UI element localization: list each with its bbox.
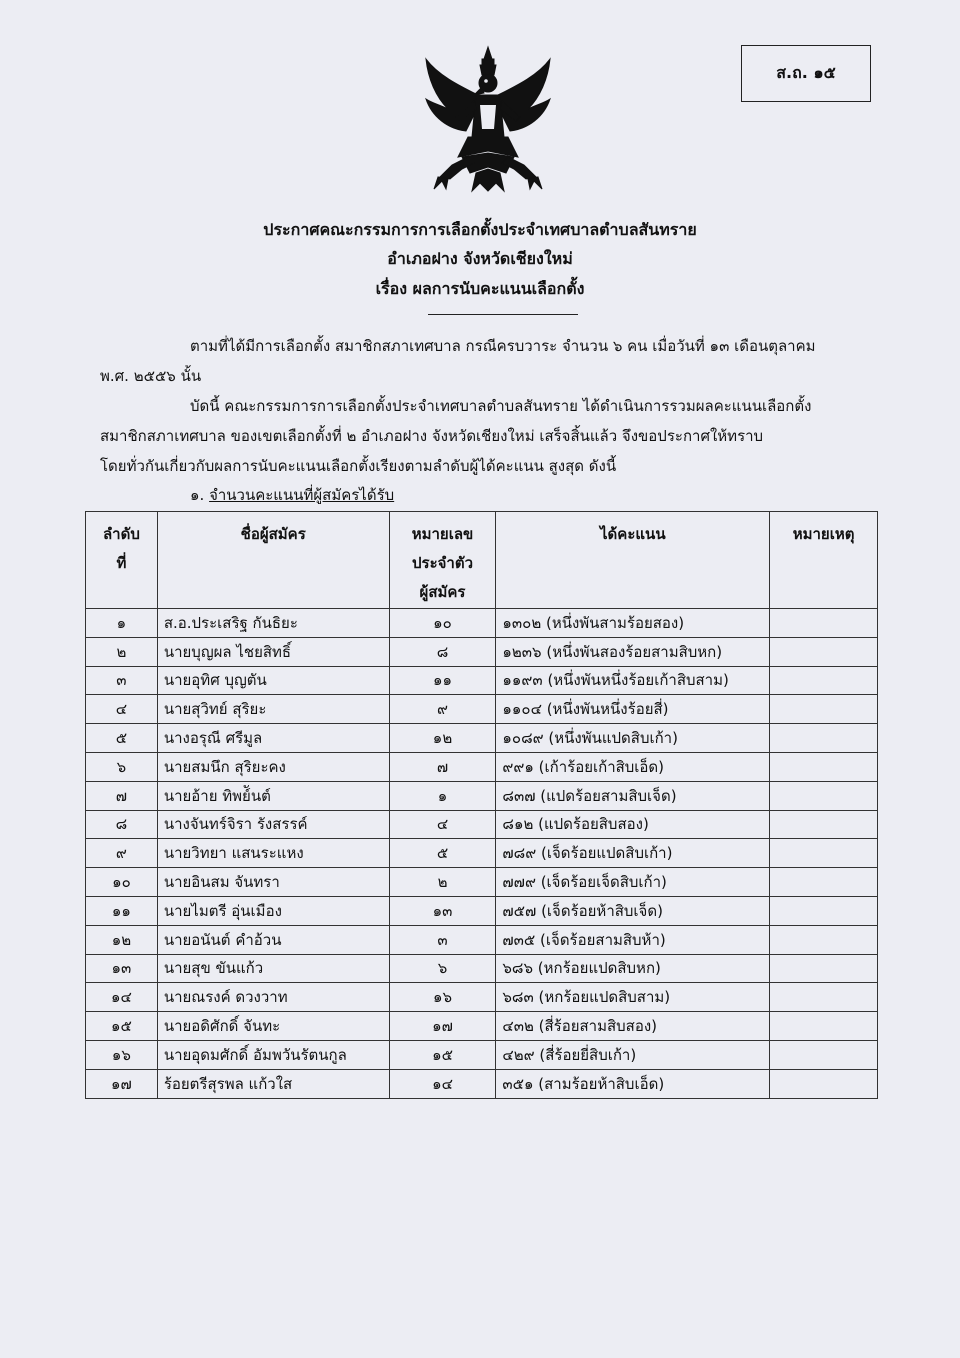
garuda-emblem-icon	[418, 45, 558, 193]
cell-order: ๑๗	[86, 1069, 158, 1098]
cell-votes: ๑๐๘๙ (หนึ่งพันแปดสิบเก้า)	[496, 724, 770, 753]
table-row	[86, 983, 878, 1012]
cell-candidate-number: ๕	[389, 839, 496, 868]
cell-candidate-number: ๑๕	[389, 1040, 496, 1069]
cell-candidate-number: ๒	[389, 868, 496, 897]
form-code-box	[741, 45, 871, 102]
cell-candidate-name: นายสุวิทย์ สุริยะ	[157, 695, 389, 724]
cell-votes: ๘๑๒ (แปดร้อยสิบสอง)	[496, 810, 770, 839]
cell-order: ๘	[86, 810, 158, 839]
announcement-title: ประกาศคณะกรรมการการเลือกตั้งประจำเทศบาลตำบลสันทราย	[263, 220, 697, 239]
cell-candidate-name: นายไมตรี อุ่นเมือง	[157, 896, 389, 925]
cell-votes: ๖๘๖ (หกร้อยแปดสิบหก)	[496, 954, 770, 983]
cell-order: ๑๑	[86, 896, 158, 925]
header-votes: ได้คะแนน	[496, 512, 770, 609]
table-row	[86, 1069, 878, 1098]
table-row	[86, 781, 878, 810]
cell-votes: ๑๑๙๓ (หนึ่งพันหนึ่งร้อยเก้าสิบสาม)	[496, 666, 770, 695]
cell-candidate-name: นายอดิศักดิ์ จันทะ	[157, 1012, 389, 1041]
cell-votes: ๔๓๒ (สี่ร้อยสามสิบสอง)	[496, 1012, 770, 1041]
cell-remark	[770, 810, 878, 839]
cell-remark	[770, 925, 878, 954]
cell-candidate-name: ส.อ.ประเสริฐ กันธิยะ	[157, 609, 389, 638]
table-row	[86, 839, 878, 868]
cell-remark	[770, 839, 878, 868]
cell-remark	[770, 868, 878, 897]
table-row	[86, 954, 878, 983]
cell-candidate-number: ๑๗	[389, 1012, 496, 1041]
cell-order: ๑๕	[86, 1012, 158, 1041]
table-row	[86, 1040, 878, 1069]
header-remark: หมายเหตุ	[770, 512, 878, 609]
cell-candidate-name: นางจันทร์จิรา รังสรรค์	[157, 810, 389, 839]
cell-candidate-number: ๑๓	[389, 896, 496, 925]
cell-candidate-number: ๑๒	[389, 724, 496, 753]
table-row	[86, 609, 878, 638]
heading-divider	[428, 314, 578, 315]
table-row	[86, 868, 878, 897]
section-title: จำนวนคะแนนที่ผู้สมัครได้รับ	[209, 486, 395, 504]
cell-order: ๔	[86, 695, 158, 724]
cell-candidate-number: ๘	[389, 637, 496, 666]
cell-candidate-name: นายอ้าย ทิพย์ันต์	[157, 781, 389, 810]
cell-votes: ๗๘๙ (เจ็ดร้อยแปดสิบเก้า)	[496, 839, 770, 868]
cell-candidate-number: ๑๖	[389, 983, 496, 1012]
header-name: ชื่อผู้สมัคร	[157, 512, 389, 609]
table-row	[86, 1012, 878, 1041]
cell-candidate-name: นายบุญผล ไชยสิทธิ์	[157, 637, 389, 666]
cell-candidate-number: ๗	[389, 752, 496, 781]
cell-remark	[770, 781, 878, 810]
cell-votes: ๖๘๓ (หกร้อยแปดสิบสาม)	[496, 983, 770, 1012]
table-row	[86, 925, 878, 954]
cell-candidate-name: นางอรุณี ศรีมูล	[157, 724, 389, 753]
paragraph-1-line-2: พ.ศ. ๒๕๕๖ นั้น	[100, 367, 202, 385]
cell-candidate-number: ๑๐	[389, 609, 496, 638]
paragraph-2-line-3: โดยทั่วกันเกี่ยวกับผลการนับคะแนนเลือกตั้งเรียงตามลำดับผู้ได้คะแนน สูงสุด ดังนี้	[100, 457, 617, 475]
cell-remark	[770, 666, 878, 695]
cell-order: ๑	[86, 609, 158, 638]
cell-remark	[770, 983, 878, 1012]
cell-order: ๓	[86, 666, 158, 695]
cell-candidate-name: นายสุข ขันแก้ว	[157, 954, 389, 983]
cell-candidate-name: นายอุดมศักดิ์ อัมพวันรัตนกูล	[157, 1040, 389, 1069]
cell-votes: ๑๒๓๖ (หนึ่งพันสองร้อยสามสิบหก)	[496, 637, 770, 666]
announcement-subject: เรื่อง ผลการนับคะแนนเลือกตั้ง	[375, 279, 585, 298]
cell-votes: ๗๕๗ (เจ็ดร้อยห้าสิบเจ็ด)	[496, 896, 770, 925]
cell-candidate-number: ๑๑	[389, 666, 496, 695]
results-table	[85, 511, 878, 1099]
cell-votes: ๗๗๙ (เจ็ดร้อยเจ็ดสิบเก้า)	[496, 868, 770, 897]
paragraph-2-line-2: สมาชิกสภาเทศบาล ของเขตเลือกตั้งที่ ๒ อำเภอฝาง จังหวัดเชียงใหม่ เสร็จสิ้นแล้ว จึงขอประกาศให้ทราบ	[100, 427, 764, 445]
announcement-location: อำเภอฝาง จังหวัดเชียงใหม่	[387, 249, 573, 268]
cell-order: ๗	[86, 781, 158, 810]
cell-candidate-name: นายสมนึก สุริยะคง	[157, 752, 389, 781]
cell-candidate-name: นายอินสม จันทรา	[157, 868, 389, 897]
paragraph-1-line-1: ตามที่ได้มีการเลือกตั้ง สมาชิกสภาเทศบาล กรณีครบวาระ จำนวน ๖ คน เมื่อวันที่ ๑๓ เดือนตุลาคม	[190, 337, 816, 355]
cell-votes: ๓๕๑ (สามร้อยห้าสิบเอ็ด)	[496, 1069, 770, 1098]
paragraph-2-line-1: บัดนี้ คณะกรรมการการเลือกตั้งประจำเทศบาลตำบลสันทราย ได้ดำเนินการรวมผลคะแนนเลือกตั้ง	[190, 397, 812, 415]
cell-remark	[770, 1040, 878, 1069]
cell-remark	[770, 752, 878, 781]
cell-remark	[770, 1069, 878, 1098]
cell-remark	[770, 1012, 878, 1041]
cell-candidate-number: ๓	[389, 925, 496, 954]
cell-votes: ๙๙๑ (เก้าร้อยเก้าสิบเอ็ด)	[496, 752, 770, 781]
cell-candidate-number: ๙	[389, 695, 496, 724]
cell-order: ๑๓	[86, 954, 158, 983]
table-row	[86, 810, 878, 839]
cell-candidate-number: ๔	[389, 810, 496, 839]
table-row	[86, 695, 878, 724]
cell-remark	[770, 609, 878, 638]
cell-candidate-name: ร้อยตรีสุรพล แก้วใส	[157, 1069, 389, 1098]
cell-remark	[770, 896, 878, 925]
table-row	[86, 752, 878, 781]
cell-order: ๑๐	[86, 868, 158, 897]
cell-candidate-name: นายณรงค์ ดวงวาท	[157, 983, 389, 1012]
table-row	[86, 666, 878, 695]
section-number: ๑.	[190, 486, 205, 504]
cell-order: ๒	[86, 637, 158, 666]
cell-votes: ๑๑๐๔ (หนึ่งพันหนึ่งร้อยสี่)	[496, 695, 770, 724]
cell-order: ๑๒	[86, 925, 158, 954]
cell-candidate-name: นายวิทยา แสนระแหง	[157, 839, 389, 868]
table-row	[86, 637, 878, 666]
table-row	[86, 896, 878, 925]
section-heading	[190, 483, 394, 507]
form-code: ส.ถ. ๑๕	[776, 63, 836, 82]
cell-order: ๖	[86, 752, 158, 781]
cell-remark	[770, 637, 878, 666]
cell-remark	[770, 724, 878, 753]
table-row	[86, 724, 878, 753]
cell-candidate-number: ๖	[389, 954, 496, 983]
header-number: หมายเลข ประจำตัว ผู้สมัคร	[389, 512, 496, 609]
cell-order: ๙	[86, 839, 158, 868]
cell-remark	[770, 954, 878, 983]
table-header-row	[86, 512, 878, 609]
cell-remark	[770, 695, 878, 724]
cell-votes: ๑๓๐๒ (หนึ่งพันสามร้อยสอง)	[496, 609, 770, 638]
cell-candidate-name: นายอนันต์ คำอ้วน	[157, 925, 389, 954]
cell-order: ๑๖	[86, 1040, 158, 1069]
cell-votes: ๗๓๕ (เจ็ดร้อยสามสิบห้า)	[496, 925, 770, 954]
cell-votes: ๘๓๗ (แปดร้อยสามสิบเจ็ด)	[496, 781, 770, 810]
cell-order: ๑๔	[86, 983, 158, 1012]
cell-order: ๕	[86, 724, 158, 753]
header-order: ลำดับ ที่	[86, 512, 158, 609]
cell-votes: ๔๒๙ (สี่ร้อยยี่สิบเก้า)	[496, 1040, 770, 1069]
cell-candidate-number: ๑	[389, 781, 496, 810]
cell-candidate-name: นายอุทิศ บุญตัน	[157, 666, 389, 695]
cell-candidate-number: ๑๔	[389, 1069, 496, 1098]
